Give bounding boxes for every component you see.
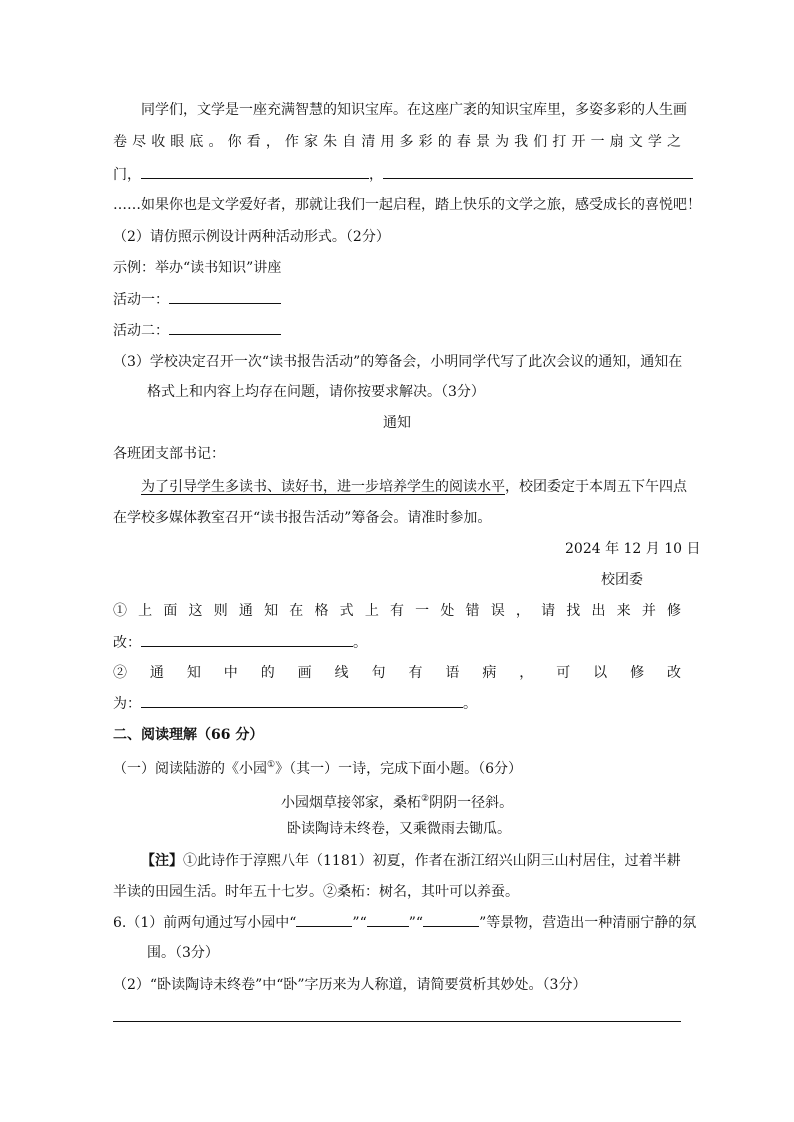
underlined-sentence: 为了引导学生多读书、读好书，进一步培养学生的阅读水平 <box>141 479 505 495</box>
q6-p1-d: ”等景物，营造出一种清丽宁静的氛 <box>479 915 697 931</box>
notice-salutation: 各班团支部书记： <box>113 446 225 462</box>
intro-line-3 <box>113 164 693 185</box>
notice-date: 2024 年 12 月 10 日 <box>565 541 701 557</box>
q6-p1-b: ”“ <box>352 915 367 931</box>
q6-p1-c: ”“ <box>408 915 424 931</box>
poem-line-1 <box>281 789 513 813</box>
q6-blank-1[interactable] <box>296 912 352 927</box>
q3-sub-b-label: 为： <box>113 696 141 712</box>
activity-2-blank[interactable] <box>169 320 281 335</box>
q3-sub-a-line-2 <box>113 632 367 653</box>
q3-sub-b-end: 。 <box>463 696 477 712</box>
intro-line-3-comma: ， <box>369 167 383 183</box>
intro-line-2: 卷尽收眼底。你看，作家朱自清用多彩的春景为我们打开一扇文学之 <box>113 134 681 150</box>
note-line-1 <box>141 851 681 871</box>
answer-line[interactable] <box>113 1021 681 1022</box>
activity-2-label: 活动二： <box>113 323 169 339</box>
q3-sub-a-blank[interactable] <box>141 632 353 647</box>
q3-sub-b-line-1: ②通知中的画线句有语病，可以修改 <box>113 665 681 681</box>
answer-blank-2[interactable] <box>383 164 693 179</box>
note-label: 【注】 <box>141 853 183 869</box>
intro-line-4: ……如果你也是文学爱好者，那就让我们一起启程，踏上快乐的文学之旅，感受成长的喜悦吧！ <box>113 197 701 213</box>
q2-title: （2）请仿照示例设计两种活动形式。（2分） <box>113 229 390 245</box>
notice-signature: 校团委 <box>601 572 643 588</box>
part-1-intro-rest: 》（其一）一诗，完成下面小题。（6分） <box>275 761 522 777</box>
q6-part-1-line-2: 围。（3分） <box>147 945 219 961</box>
q3-sub-b-line-2 <box>113 693 477 714</box>
note-line-2: 半读的田园生活。时年五十七岁。②桑柘：树名，其叶可以养蚕。 <box>113 884 519 900</box>
q2-activity-1 <box>113 289 281 310</box>
notice-body-rest: ，校团委定于本周五下午四点 <box>505 479 687 495</box>
activity-1-blank[interactable] <box>169 289 281 304</box>
note-text-1: ①此诗作于淳熙八年（1181）初夏，作者在浙江绍兴山阴三山村居住，过着半耕 <box>183 853 681 869</box>
q3-sub-b-blank[interactable] <box>141 693 463 708</box>
q3-sub-a-end: 。 <box>353 635 367 651</box>
intro-line-1: 同学们，文学是一座充满智慧的知识宝库。在这座广袤的知识宝库里，多姿多彩的人生画 <box>141 102 687 118</box>
q6-part-1 <box>113 912 696 933</box>
poem-line-1-b: 阴阴一径斜。 <box>429 795 514 811</box>
notice-body-line-2: 在学校多媒体教室召开“读书报告活动”筹备会。请准时参加。 <box>113 510 492 526</box>
notice-body-line-1 <box>141 477 687 497</box>
activity-1-label: 活动一： <box>113 292 169 308</box>
q3-line-1: （3）学校决定召开一次“读书报告活动”的筹备会，小明同学代写了此次会议的通知，通知在 <box>113 354 683 370</box>
q6-part-2: （2）“卧读陶诗未终卷”中“卧”字历来为人称道，请简要赏析其妙处。（3分） <box>113 977 587 993</box>
poem-line-1-a: 小园烟草接邻家，桑柘 <box>281 795 421 811</box>
q3-sub-a-label: 改： <box>113 635 141 651</box>
q3-sub-a-line-1: ①上面这则通知在格式上有一处错误，请找出来并修 <box>113 603 681 619</box>
q2-activity-2 <box>113 320 281 341</box>
part-1-intro-text: （一）阅读陆游的《小园 <box>113 761 267 777</box>
footnote-marker-1: ① <box>267 760 276 770</box>
part-1-intro <box>113 755 522 779</box>
q6-blank-2[interactable] <box>367 912 409 927</box>
q2-example: 示例：举办“读书知识”讲座 <box>113 260 282 276</box>
q6-p1-a: 6.（1）前两句通过写小园中“ <box>113 915 297 931</box>
q3-line-2: 格式上和内容上均存在问题，请你按要求解决。（3分） <box>147 384 485 400</box>
poem-line-2: 卧读陶诗未终卷，又乘微雨去锄瓜。 <box>287 821 511 837</box>
exam-page <box>113 0 701 1122</box>
intro-line-3-start: 门， <box>113 167 141 183</box>
answer-blank-1[interactable] <box>141 164 369 179</box>
section-2-heading: 二、阅读理解（66 分） <box>113 727 264 743</box>
footnote-marker-2: ② <box>421 794 430 804</box>
notice-title: 通知 <box>383 415 411 431</box>
q6-blank-3[interactable] <box>423 912 479 927</box>
